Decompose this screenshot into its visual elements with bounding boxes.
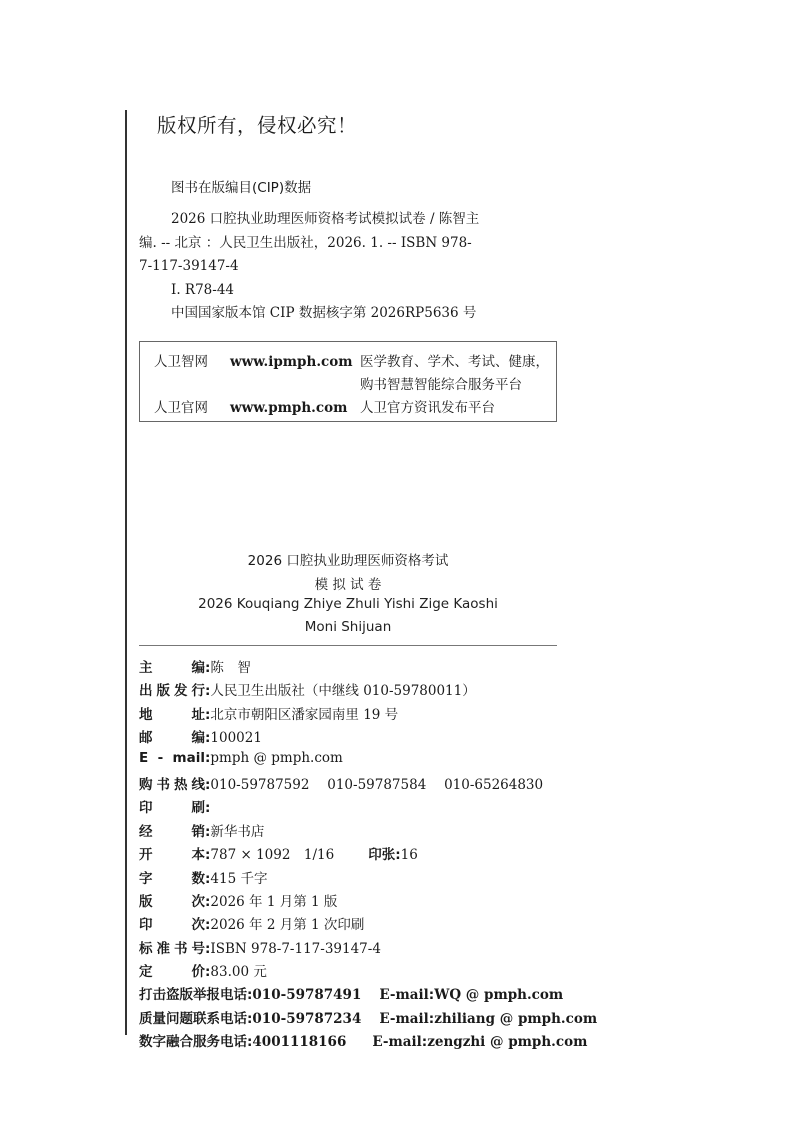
contact-row: 质量问题联系电话:010-59787234 E-mail:zhiliang @ pmph.com xyxy=(139,1007,579,1030)
detail-label: 版 次 xyxy=(139,893,205,910)
contact-row: 打击盗版举报电话:010-59787491 E-mail:WQ @ pmph.com xyxy=(139,983,579,1006)
cip-title: 图书在版编目(CIP)数据 xyxy=(171,180,312,196)
contact-label: 质量问题联系电话 xyxy=(139,1010,247,1027)
detail-row: 定 价:83.00 元 xyxy=(139,960,579,983)
detail-value: 415 千字 xyxy=(210,870,268,887)
detail-label: 定 价 xyxy=(139,964,205,981)
copyright-notice: 版权所有，侵权必究！ xyxy=(157,114,358,137)
website-description: 购书智慧智能综合服务平台 xyxy=(360,377,522,393)
detail-value: pmph @ pmph.com xyxy=(210,749,343,766)
website-name: 人卫官网 xyxy=(154,400,208,416)
detail-row: 购书热线:010-59787592 010-59787584 010-65264830 xyxy=(139,773,579,796)
detail-row: E - mail:pmph @ pmph.com xyxy=(139,749,343,766)
website-name: 人卫智网 xyxy=(154,354,208,370)
website-row xyxy=(154,396,495,416)
detail-label: 印 刷 xyxy=(139,800,205,817)
website-description: 医学教育、学术、考试、健康， xyxy=(360,354,549,370)
detail-label: 开 本 xyxy=(139,847,205,864)
book-title-pinyin: 2026 Kouqiang Zhiye Zhuli Yishi Zige Kaoshi xyxy=(198,596,498,612)
contact-email[interactable]: WQ @ pmph.com xyxy=(434,987,564,1004)
detail-row: 开 本:787 × 1092 1/16 印张:16 xyxy=(139,843,579,866)
detail-row: 印 次:2026 年 2 月第 1 次印刷 xyxy=(139,913,579,936)
cip-record xyxy=(139,208,517,326)
book-subtitle-pinyin: Moni Shijuan xyxy=(304,619,392,635)
detail-label: 出版发行 xyxy=(139,683,205,700)
contact-email[interactable]: zengzhi @ pmph.com xyxy=(427,1034,588,1051)
website-row-cont xyxy=(360,373,522,393)
detail-row: 邮 编:100021 xyxy=(139,726,579,749)
contact-phone: 010-59787234 xyxy=(252,1010,362,1027)
detail-row: 版 次:2026 年 1 月第 1 版 xyxy=(139,890,579,913)
detail-row: 主 编:陈 智 xyxy=(139,656,579,679)
website-row xyxy=(154,350,549,370)
detail-value: 010-59787592 010-59787584 010-65264830 xyxy=(210,776,544,793)
website-box xyxy=(139,341,557,422)
detail-label: 地 址 xyxy=(139,706,205,723)
detail-label: 印 次 xyxy=(139,917,205,934)
detail-row: 出版发行:人民卫生出版社（中继线 010-59780011） xyxy=(139,679,579,702)
detail-label: 购书热线 xyxy=(139,776,205,793)
book-title: 2026 口腔执业助理医师资格考试 xyxy=(247,553,449,569)
cip-line: 2026 口腔执业助理医师资格考试模拟试卷 / 陈智主 xyxy=(171,211,480,227)
detail-value: 2026 年 1 月第 1 版 xyxy=(210,893,338,910)
contact-row: 数字融合服务电话:4001118166 E-mail:zengzhi @ pmph.com xyxy=(139,1030,579,1053)
detail-value: ISBN 978-7-117-39147-4 xyxy=(210,940,381,957)
publication-details xyxy=(139,656,598,1054)
book-subtitle: 模 拟 试 卷 xyxy=(314,577,382,593)
detail-row: 地 址:北京市朝阳区潘家园南里 19 号 xyxy=(139,703,579,726)
contact-email[interactable]: zhiliang @ pmph.com xyxy=(434,1010,598,1027)
detail-row: 标准书号:ISBN 978-7-117-39147-4 xyxy=(139,937,579,960)
divider xyxy=(139,645,557,646)
detail-row: 印 刷: xyxy=(139,796,579,819)
detail-value: 83.00 元 xyxy=(210,964,267,981)
cip-line: 编. -- 北京 ：人民卫生出版社，2026. 1. -- ISBN 978- xyxy=(139,234,472,251)
detail-label: 印张 xyxy=(368,847,396,864)
contact-email-label: E-mail xyxy=(372,1034,422,1051)
detail-label: 字 数 xyxy=(139,870,205,887)
detail-value: 787 × 1092 1/16 xyxy=(210,847,335,864)
contact-phone: 4001118166 xyxy=(252,1034,347,1051)
contact-label: 数字融合服务电话 xyxy=(139,1034,247,1051)
detail-value: 新华书店 xyxy=(210,823,265,840)
contact-email-label: E-mail xyxy=(379,987,429,1004)
cip-classification: Ⅰ. R78-44 xyxy=(171,281,234,298)
contact-label: 打击盗版举报电话 xyxy=(139,987,247,1004)
detail-value: 北京市朝阳区潘家园南里 19 号 xyxy=(210,706,399,723)
website-url[interactable]: www.pmph.com xyxy=(230,400,348,416)
cip-line: 7-117-39147-4 xyxy=(139,258,239,274)
detail-label: E - mail xyxy=(139,749,205,766)
cip-verification: 中国国家版本馆 CIP 数据核字第 2026RP5636 号 xyxy=(171,305,477,321)
contact-phone: 010-59787491 xyxy=(252,987,362,1004)
detail-label: 标准书号 xyxy=(139,940,205,957)
detail-label: 经 销 xyxy=(139,823,205,840)
detail-value: 陈 智 xyxy=(210,660,251,676)
margin-rule xyxy=(125,110,127,1035)
contact-email-label: E-mail xyxy=(379,1010,429,1027)
detail-label: 邮 编 xyxy=(139,730,205,747)
detail-row: 经 销:新华书店 xyxy=(139,820,579,843)
detail-row: 字 数:415 千字 xyxy=(139,867,579,890)
website-description: 人卫官方资讯发布平台 xyxy=(360,400,495,416)
detail-label: 主 编 xyxy=(139,660,205,676)
detail-value: 16 xyxy=(400,847,418,864)
detail-value: 100021 xyxy=(210,730,262,747)
website-url[interactable]: www.ipmph.com xyxy=(230,354,353,370)
detail-value: 2026 年 2 月第 1 次印刷 xyxy=(210,917,365,934)
detail-value: 人民卫生出版社（中继线 010-59780011） xyxy=(210,683,476,700)
